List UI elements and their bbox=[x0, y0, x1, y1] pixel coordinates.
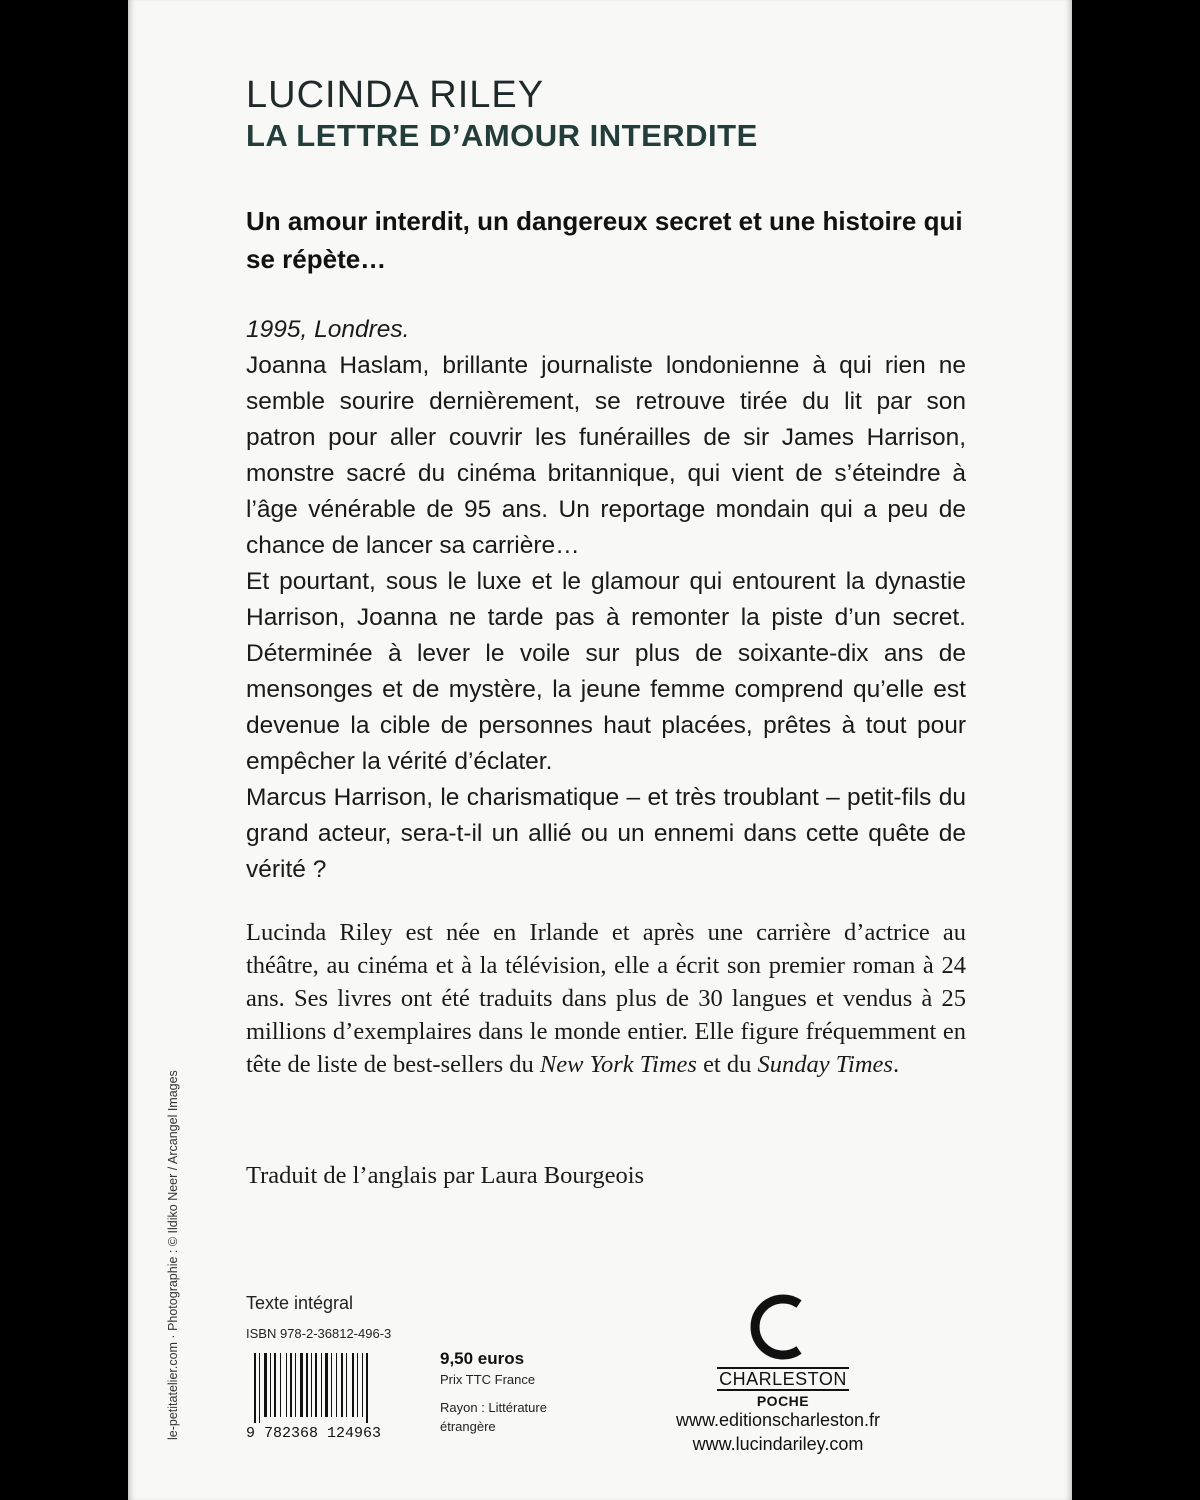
website-link: www.editionscharleston.fr bbox=[675, 1410, 881, 1430]
bio-newspaper-st: Sunday Times bbox=[757, 1051, 893, 1078]
isbn: ISBN 978-2-36812-496-3 bbox=[246, 1326, 392, 1341]
book-back-cover bbox=[128, 0, 1072, 1500]
barcode bbox=[246, 1353, 432, 1439]
synopsis-paragraph: Et pourtant, sous le luxe et le glamour qui entourent la dynastie Harrison, Joanna ne tarde pas à remonter la piste d’un secret. Déterminée à lever le voile sur plus de soixante-dix ans de mensonges et de mystère, la jeune femme comprend qu’elle est devenue la cible de personnes haut placées, prêtes à tout pour empêcher la vérité d’éclater. bbox=[246, 568, 966, 775]
publisher-name: CHARLESTON bbox=[719, 1369, 847, 1389]
bio-text: Lucinda Riley est née en Irlande et après une carrière d’actrice au théâtre, au cinéma et à la télévision, elle a écrit son premier roman à 24 ans. Ses livres ont été traduits dans plus de 30 langues et vendus à 25 millions d’exemplaires dans le monde entier. Elle figure fréquemment en tête de liste de best-sellers du bbox=[246, 919, 966, 1078]
book-title: LA LETTRE D’AMOUR INTERDITE bbox=[246, 118, 758, 153]
bio-text: et du bbox=[696, 1051, 758, 1078]
websites bbox=[638, 1408, 918, 1456]
price: 9,50 euros bbox=[440, 1349, 525, 1368]
publisher-logo bbox=[713, 1292, 853, 1407]
translator-credit: Traduit de l’anglais par Laura Bourgeois bbox=[246, 1162, 645, 1189]
photo-credits: le-petitatelier.com · Photographie : © Ildiko Neer / Arcangel Images bbox=[166, 1070, 180, 1440]
synopsis-place: 1995, Londres. bbox=[246, 316, 410, 343]
shelf-category: Rayon : Littérature étrangère bbox=[440, 1400, 547, 1434]
bio-text: . bbox=[892, 1051, 900, 1078]
tagline: Un amour interdit, un dangereux secret et une histoire qui se répète… bbox=[246, 206, 963, 274]
price-note: Prix TTC France bbox=[440, 1372, 536, 1387]
author-bio bbox=[246, 916, 966, 1081]
bio-newspaper-nyt: New York Times bbox=[539, 1051, 697, 1078]
integral-text-label: Texte intégral bbox=[246, 1293, 354, 1313]
collection-name: POCHE bbox=[756, 1393, 810, 1409]
synopsis-paragraph: Marcus Harrison, le charismatique – et très troublant – petit-fils du grand acteur, sera-t-il un allié ou un ennemi dans cette quête de vérité ? bbox=[246, 784, 966, 883]
synopsis-paragraph: Joanna Haslam, brillante journaliste londonienne à qui rien ne semble sourire dernièrement, se retrouve tirée du lit par son patron pour aller couvrir les funérailles de sir James Harrison, monstre sacré du cinéma britannique, qui vient de s’éteindre à l’âge vénérable de 95 ans. Un reportage mondain qui a peu de chance de lancer sa carrière… bbox=[246, 352, 966, 559]
synopsis bbox=[246, 312, 966, 888]
barcode-digits: 9 782368 124963 bbox=[246, 1425, 382, 1439]
charleston-c-icon bbox=[713, 1292, 853, 1362]
website-link: www.lucindariley.com bbox=[692, 1434, 864, 1454]
author-name: LUCINDA RILEY bbox=[246, 74, 545, 116]
